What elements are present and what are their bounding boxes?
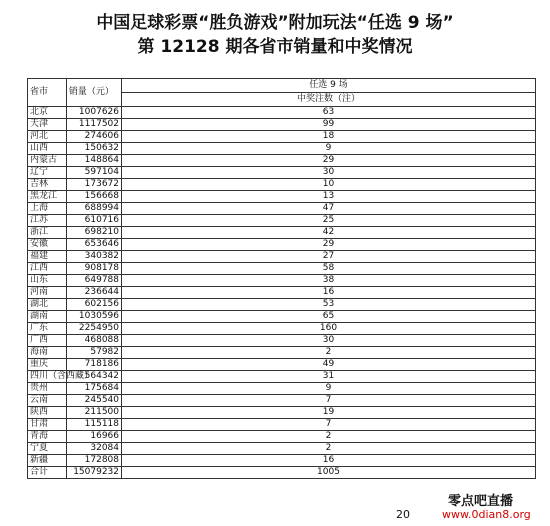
- header-province: 省市: [28, 79, 67, 107]
- cell-sales: 340382: [66, 251, 121, 263]
- table-row: [28, 443, 536, 455]
- table-total-row: [28, 467, 536, 479]
- table-header-row: [28, 79, 536, 93]
- cell-province: 海南: [28, 347, 67, 359]
- cell-province: 山西: [28, 143, 67, 155]
- cell-province: 上海: [28, 203, 67, 215]
- cell-sales: 57982: [66, 347, 121, 359]
- cell-province: 云南: [28, 395, 67, 407]
- page-number-fragment: 20: [396, 508, 410, 521]
- cell-winners: 2: [122, 431, 536, 443]
- cell-winners: 30: [122, 335, 536, 347]
- cell-province: 重庆: [28, 359, 67, 371]
- document-title: 中国足球彩票“胜负游戏”附加玩法“任选 9 场”: [96, 13, 454, 33]
- cell-province: 河南: [28, 287, 67, 299]
- document-subtitle: 第 12128 期各省市销量和中奖情况: [137, 37, 413, 57]
- cell-total-sales: 15079232: [66, 467, 121, 479]
- cell-winners: 63: [122, 107, 536, 119]
- cell-province: 广西: [28, 335, 67, 347]
- cell-winners: 29: [122, 155, 536, 167]
- cell-sales: 610716: [66, 215, 121, 227]
- cell-province: 四川（含西藏）: [28, 371, 67, 383]
- cell-province: 吉林: [28, 179, 67, 191]
- table-row: [28, 263, 536, 275]
- cell-province: 浙江: [28, 227, 67, 239]
- cell-winners: 31: [122, 371, 536, 383]
- cell-winners: 10: [122, 179, 536, 191]
- cell-sales: 115118: [66, 419, 121, 431]
- table-row: [28, 299, 536, 311]
- cell-province: 湖南: [28, 311, 67, 323]
- cell-sales: 16966: [66, 431, 121, 443]
- header-prize-line2: 中奖注数（注）: [122, 93, 536, 107]
- table-row: [28, 347, 536, 359]
- cell-province: 江苏: [28, 215, 67, 227]
- table-row: [28, 359, 536, 371]
- cell-sales: 211500: [66, 407, 121, 419]
- cell-sales: 173672: [66, 179, 121, 191]
- watermark-url: www.0dian8.org: [442, 508, 531, 521]
- table-row: [28, 203, 536, 215]
- cell-winners: 18: [122, 131, 536, 143]
- table-row: [28, 143, 536, 155]
- cell-winners: 9: [122, 143, 536, 155]
- cell-province: 甘肃: [28, 419, 67, 431]
- cell-winners: 7: [122, 395, 536, 407]
- table-row: [28, 335, 536, 347]
- cell-winners: 25: [122, 215, 536, 227]
- cell-province: 江西: [28, 263, 67, 275]
- cell-winners: 7: [122, 419, 536, 431]
- cell-winners: 13: [122, 191, 536, 203]
- table-row: [28, 311, 536, 323]
- table-row: [28, 287, 536, 299]
- cell-sales: 688994: [66, 203, 121, 215]
- table-row: [28, 107, 536, 119]
- cell-winners: 49: [122, 359, 536, 371]
- cell-winners: 58: [122, 263, 536, 275]
- cell-sales: 698210: [66, 227, 121, 239]
- cell-sales: 653646: [66, 239, 121, 251]
- cell-winners: 53: [122, 299, 536, 311]
- cell-winners: 19: [122, 407, 536, 419]
- cell-sales: 649788: [66, 275, 121, 287]
- cell-province: 黑龙江: [28, 191, 67, 203]
- cell-province: 广东: [28, 323, 67, 335]
- table-row: [28, 455, 536, 467]
- table-row: [28, 227, 536, 239]
- table-row: [28, 275, 536, 287]
- table-row: [28, 239, 536, 251]
- cell-winners: 2: [122, 347, 536, 359]
- cell-sales: 1117502: [66, 119, 121, 131]
- cell-winners: 2: [122, 443, 536, 455]
- cell-winners: 160: [122, 323, 536, 335]
- cell-sales: 1007626: [66, 107, 121, 119]
- cell-province: 山东: [28, 275, 67, 287]
- cell-province: 福建: [28, 251, 67, 263]
- cell-sales: 1030596: [66, 311, 121, 323]
- cell-winners: 27: [122, 251, 536, 263]
- table-row: [28, 419, 536, 431]
- cell-province: 宁夏: [28, 443, 67, 455]
- table-row: [28, 371, 536, 383]
- watermark-name: 零点吧直播: [448, 494, 514, 509]
- cell-winners: 30: [122, 167, 536, 179]
- cell-province: 安徽: [28, 239, 67, 251]
- cell-winners: 47: [122, 203, 536, 215]
- table-row: [28, 155, 536, 167]
- cell-winners: 38: [122, 275, 536, 287]
- watermark: [420, 488, 550, 526]
- table-row: [28, 131, 536, 143]
- table-row: [28, 215, 536, 227]
- table-row: [28, 251, 536, 263]
- cell-winners: 29: [122, 239, 536, 251]
- cell-sales: 2254950: [66, 323, 121, 335]
- cell-province: 青海: [28, 431, 67, 443]
- cell-sales: 564342: [66, 371, 121, 383]
- cell-province: 河北: [28, 131, 67, 143]
- cell-total-winners: 1005: [122, 467, 536, 479]
- cell-province: 内蒙古: [28, 155, 67, 167]
- cell-province: 北京: [28, 107, 67, 119]
- cell-total-label: 合计: [28, 467, 67, 479]
- cell-province: 贵州: [28, 383, 67, 395]
- table-row: [28, 179, 536, 191]
- cell-sales: 597104: [66, 167, 121, 179]
- cell-province: 新疆: [28, 455, 67, 467]
- cell-province: 湖北: [28, 299, 67, 311]
- cell-winners: 9: [122, 383, 536, 395]
- cell-province: 辽宁: [28, 167, 67, 179]
- table-row: [28, 431, 536, 443]
- cell-sales: 908178: [66, 263, 121, 275]
- cell-sales: 468088: [66, 335, 121, 347]
- cell-sales: 156668: [66, 191, 121, 203]
- cell-sales: 148864: [66, 155, 121, 167]
- table-row: [28, 383, 536, 395]
- cell-sales: 32084: [66, 443, 121, 455]
- table-row: [28, 323, 536, 335]
- cell-winners: 65: [122, 311, 536, 323]
- sales-table: [27, 78, 536, 479]
- cell-winners: 16: [122, 287, 536, 299]
- table-row: [28, 191, 536, 203]
- cell-sales: 274606: [66, 131, 121, 143]
- cell-sales: 236644: [66, 287, 121, 299]
- cell-sales: 245540: [66, 395, 121, 407]
- table-row: [28, 167, 536, 179]
- cell-winners: 42: [122, 227, 536, 239]
- header-sales: 销量（元）: [66, 79, 121, 107]
- cell-sales: 150632: [66, 143, 121, 155]
- table-row: [28, 407, 536, 419]
- table-row: [28, 395, 536, 407]
- cell-sales: 602156: [66, 299, 121, 311]
- cell-sales: 718186: [66, 359, 121, 371]
- cell-winners: 99: [122, 119, 536, 131]
- cell-winners: 16: [122, 455, 536, 467]
- cell-sales: 172808: [66, 455, 121, 467]
- header-prize-line1: 任选 9 场: [122, 79, 536, 93]
- table-row: [28, 119, 536, 131]
- cell-province: 陕西: [28, 407, 67, 419]
- cell-province: 天津: [28, 119, 67, 131]
- cell-sales: 175684: [66, 383, 121, 395]
